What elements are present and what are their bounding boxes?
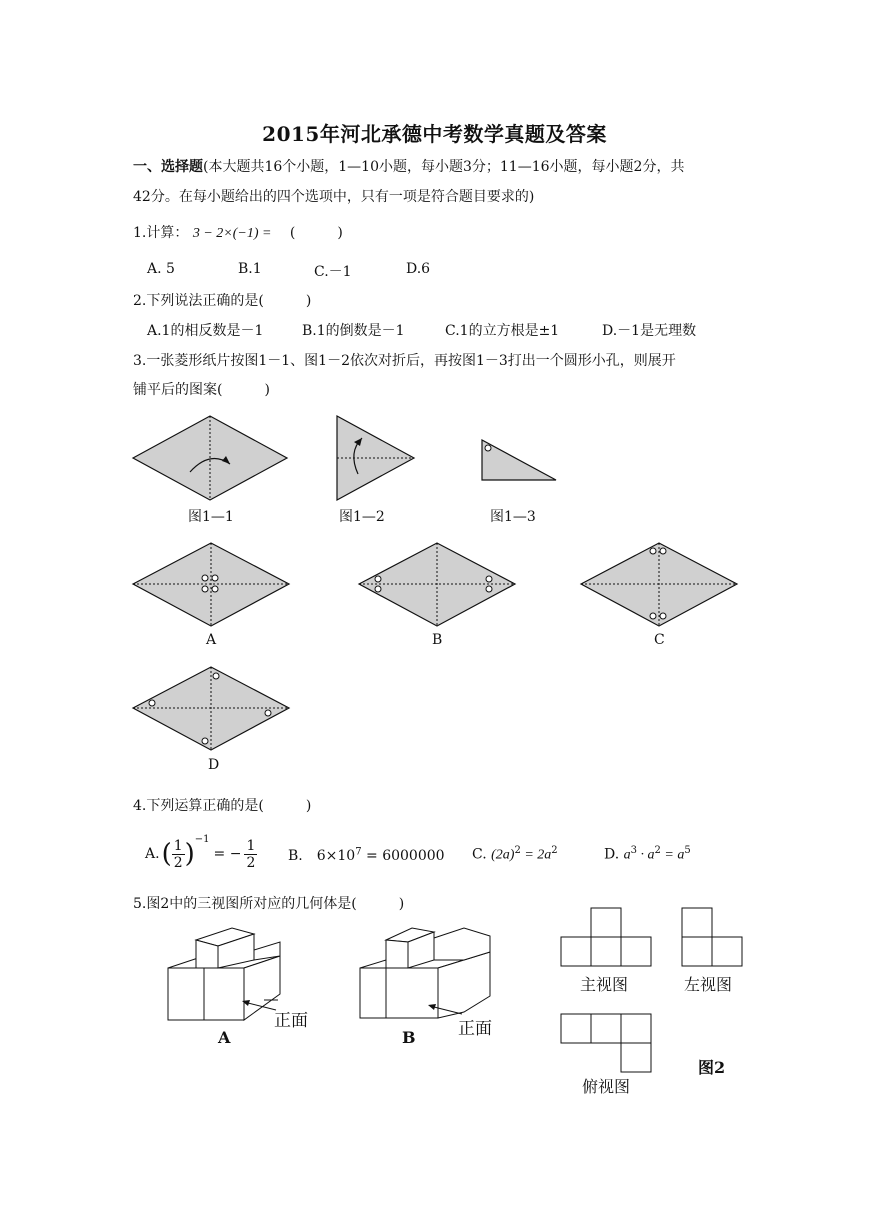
q4-option-d-mid: · a bbox=[637, 847, 655, 863]
q4-option-d-exp3: 5 bbox=[684, 845, 691, 856]
q5-solid-a-front: 正面 bbox=[274, 1011, 308, 1031]
q1-option-b: B.1 bbox=[238, 261, 262, 277]
q4-option-a-num: 1 bbox=[173, 837, 183, 854]
q5-solid-b-front: 正面 bbox=[458, 1019, 492, 1039]
q4-paren-close: ) bbox=[184, 839, 195, 869]
q1-expr: 3 − 2×(−1) = bbox=[192, 226, 272, 241]
q2-option-b: B.1的倒数是－1 bbox=[302, 323, 405, 339]
q4-option-a-label: A. bbox=[145, 846, 160, 862]
q5-stem: 5.图2中的三视图所对应的几何体是( ) bbox=[133, 896, 405, 912]
section-desc-1: (本大题共16个小题，1—10小题，每小题3分；11—16小题，每小题2分，共 bbox=[203, 159, 685, 175]
q4-option-b-rhs: = 6000000 bbox=[361, 848, 445, 864]
q4-stem: 4.下列运算正确的是( ) bbox=[133, 798, 312, 814]
fig-1-1-rhombus bbox=[130, 412, 290, 504]
fig-1-3-caption: 图1—3 bbox=[490, 509, 536, 525]
q1-option-d: D.6 bbox=[406, 261, 431, 277]
figure-2-label: 图2 bbox=[698, 1058, 726, 1077]
q4-option-a bbox=[145, 832, 257, 876]
q5-solid-b-label: B bbox=[402, 1028, 416, 1047]
q3-option-d-label: D bbox=[208, 757, 220, 773]
q4-option-c-rhs: = 2a bbox=[520, 847, 552, 863]
q4-option-d-rhs: = a bbox=[660, 847, 685, 863]
fig-1-2-triangle bbox=[334, 412, 418, 504]
q2-stem: 2.下列说法正确的是( ) bbox=[133, 293, 312, 309]
q2-option-a: A.1的相反数是－1 bbox=[147, 323, 264, 339]
q4-option-a-rhs-den: 2 bbox=[246, 854, 256, 871]
q4-paren-open: ( bbox=[161, 839, 172, 869]
q4-option-c bbox=[472, 845, 558, 864]
q4-option-c-rhs-exp: 2 bbox=[551, 845, 558, 856]
q4-option-b-exp: 7 bbox=[355, 846, 362, 858]
q4-option-a-rhs-fraction bbox=[244, 838, 257, 871]
front-view-label: 主视图 bbox=[580, 975, 629, 994]
section-intro bbox=[133, 156, 684, 176]
q3-option-d-figure bbox=[130, 664, 292, 754]
q3-stem-1: 3.一张菱形纸片按图1－1、图1－2依次对折后，再按图1－3打出一个圆形小孔，则展开 bbox=[133, 353, 676, 369]
q4-option-c-exp: 2 bbox=[514, 845, 521, 856]
q4-option-d-exp1: 3 bbox=[630, 845, 638, 856]
fig-1-2-caption: 图1—2 bbox=[339, 509, 385, 525]
section-heading: 一、选择题 bbox=[133, 159, 203, 175]
q3-option-c-figure bbox=[578, 540, 740, 630]
q2-option-c: C.1的立方根是±1 bbox=[445, 323, 560, 339]
q4-option-d bbox=[604, 845, 691, 864]
front-view-figure bbox=[560, 906, 655, 968]
q1-label: 1.计算： bbox=[133, 225, 189, 241]
q3-option-a-figure bbox=[130, 540, 292, 630]
q4-option-a-den: 2 bbox=[173, 854, 183, 871]
q1-option-c: C.－1 bbox=[314, 264, 352, 280]
q1-blank: ( ) bbox=[289, 225, 343, 241]
q3-stem-2: 铺平后的图案( ) bbox=[133, 382, 270, 398]
q5-solid-a-label: A bbox=[218, 1028, 231, 1047]
left-view-label: 左视图 bbox=[684, 975, 733, 994]
q4-option-a-exp: −1 bbox=[194, 834, 210, 845]
q4-option-a-fraction bbox=[172, 838, 185, 871]
q3-option-b-label: B bbox=[432, 632, 443, 648]
section-desc-2: 42分。在每小题给出的四个选项中，只有一项是符合题目要求的) bbox=[133, 189, 535, 205]
q4-option-b-base: B. 6×10 bbox=[288, 848, 356, 864]
q4-option-b bbox=[288, 845, 445, 865]
q1-stem bbox=[133, 222, 343, 242]
q4-option-c-expr: (2a) bbox=[491, 847, 515, 863]
fig-1-1-caption: 图1—1 bbox=[188, 509, 234, 525]
q3-option-a-label: A bbox=[206, 632, 217, 648]
q4-option-d-exp2: 2 bbox=[654, 845, 661, 856]
top-view-figure bbox=[560, 1012, 655, 1074]
q3-option-b-figure bbox=[356, 540, 518, 630]
top-view-label: 俯视图 bbox=[582, 1077, 631, 1096]
q1-option-a: A. 5 bbox=[147, 261, 175, 277]
left-view-figure bbox=[680, 906, 744, 968]
q4-option-a-rhs-num: 1 bbox=[246, 837, 256, 854]
q4-option-c-label: C. bbox=[472, 846, 487, 863]
q2-option-d: D.－1是无理数 bbox=[602, 323, 697, 339]
q4-option-d-label: D. bbox=[604, 846, 620, 863]
q4-option-a-rhs: = − bbox=[213, 846, 242, 862]
fig-1-3-triangle bbox=[478, 436, 560, 484]
page-title: 2015年河北承德中考数学真题及答案 bbox=[262, 122, 607, 146]
q3-option-c-label: C bbox=[654, 632, 665, 648]
q4-option-d-expr: a bbox=[623, 847, 631, 863]
